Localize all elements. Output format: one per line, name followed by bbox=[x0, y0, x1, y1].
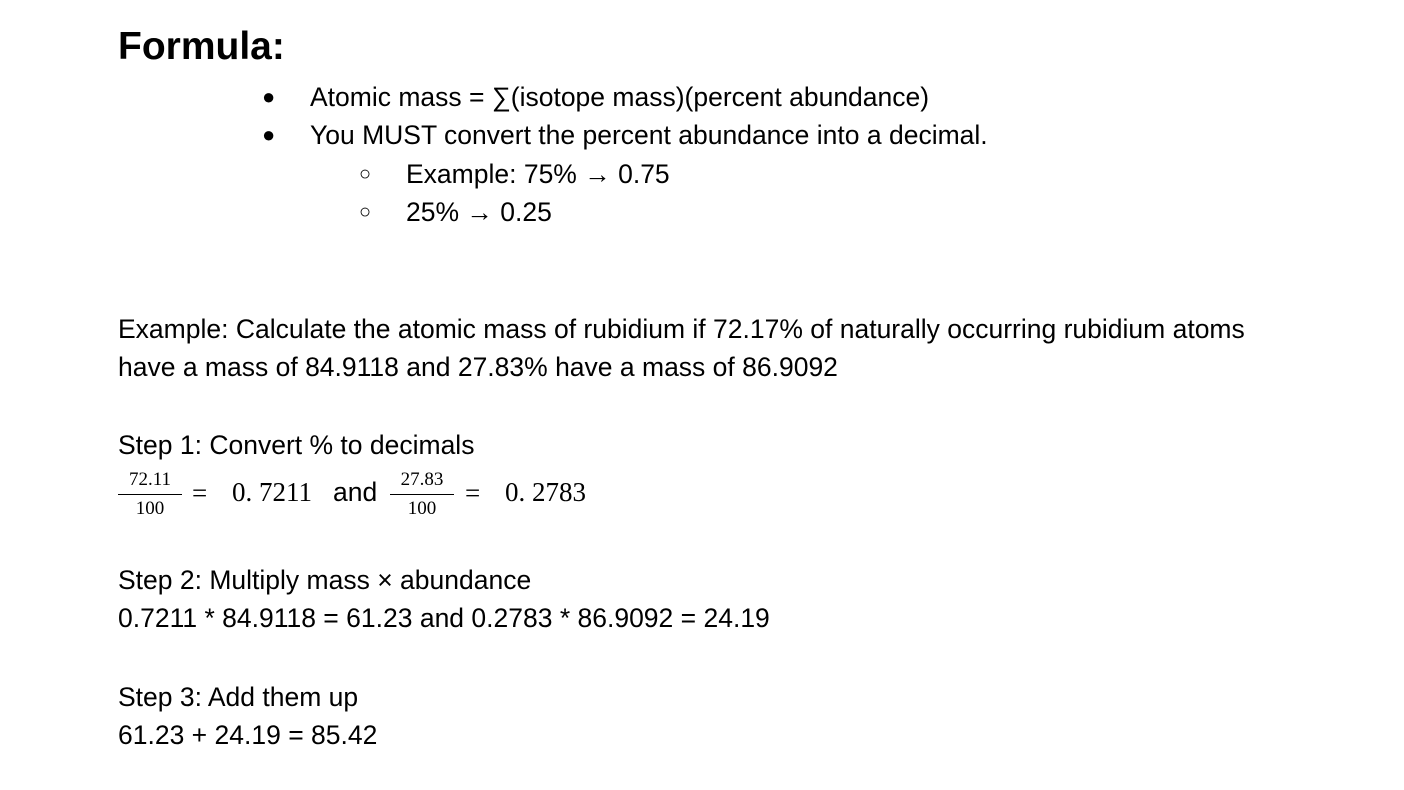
decimal-result-2: 0. 2783 bbox=[505, 477, 586, 507]
hollow-bullet-icon: ○ bbox=[359, 163, 372, 185]
conversion-bullet: You MUST convert the percent abundance into a decimal. bbox=[310, 120, 988, 150]
formula-bullet: Atomic mass = ∑(isotope mass)(percent abundance) bbox=[310, 82, 930, 112]
step1-title: Step 1: Convert % to decimals bbox=[118, 430, 475, 460]
bullet-dot-icon: ● bbox=[262, 122, 276, 147]
equals-sign: = bbox=[192, 478, 208, 508]
fraction-2 bbox=[390, 469, 454, 520]
step2-title: Step 2: Multiply mass × abundance bbox=[118, 565, 532, 595]
bullet-dot-icon: ● bbox=[262, 84, 276, 109]
step2-work: 0.7211 * 84.9118 = 61.23 and 0.2783 * 86.9092 = 24.19 bbox=[118, 603, 770, 633]
fraction-1-denominator: 100 bbox=[135, 498, 165, 519]
formula-heading: Formula: bbox=[118, 25, 285, 68]
fraction-2-numerator: 27.83 bbox=[400, 469, 444, 490]
fraction-2-denominator: 100 bbox=[407, 498, 437, 519]
sub-bullet-second: 25% → 0.25 bbox=[406, 197, 552, 227]
equals-sign: = bbox=[465, 478, 481, 508]
decimal-result-1: 0. 7211 bbox=[232, 477, 312, 507]
step3-title: Step 3: Add them up bbox=[118, 682, 359, 712]
fraction-bar bbox=[118, 494, 182, 495]
hollow-bullet-icon: ○ bbox=[359, 201, 372, 223]
problem-line-2: have a mass of 84.9118 and 27.83% have a mass of 86.9092 bbox=[118, 352, 838, 382]
and-word: and bbox=[333, 477, 378, 507]
fraction-1 bbox=[118, 469, 182, 520]
step3-work: 61.23 + 24.19 = 85.42 bbox=[118, 720, 378, 750]
problem-line-1: Example: Calculate the atomic mass of rubidium if 72.17% of naturally occurring rubidium atoms bbox=[118, 314, 1245, 344]
sub-bullet-example: Example: 75% → 0.75 bbox=[406, 159, 670, 189]
fraction-1-numerator: 72.11 bbox=[128, 469, 172, 490]
fraction-bar bbox=[390, 494, 454, 495]
